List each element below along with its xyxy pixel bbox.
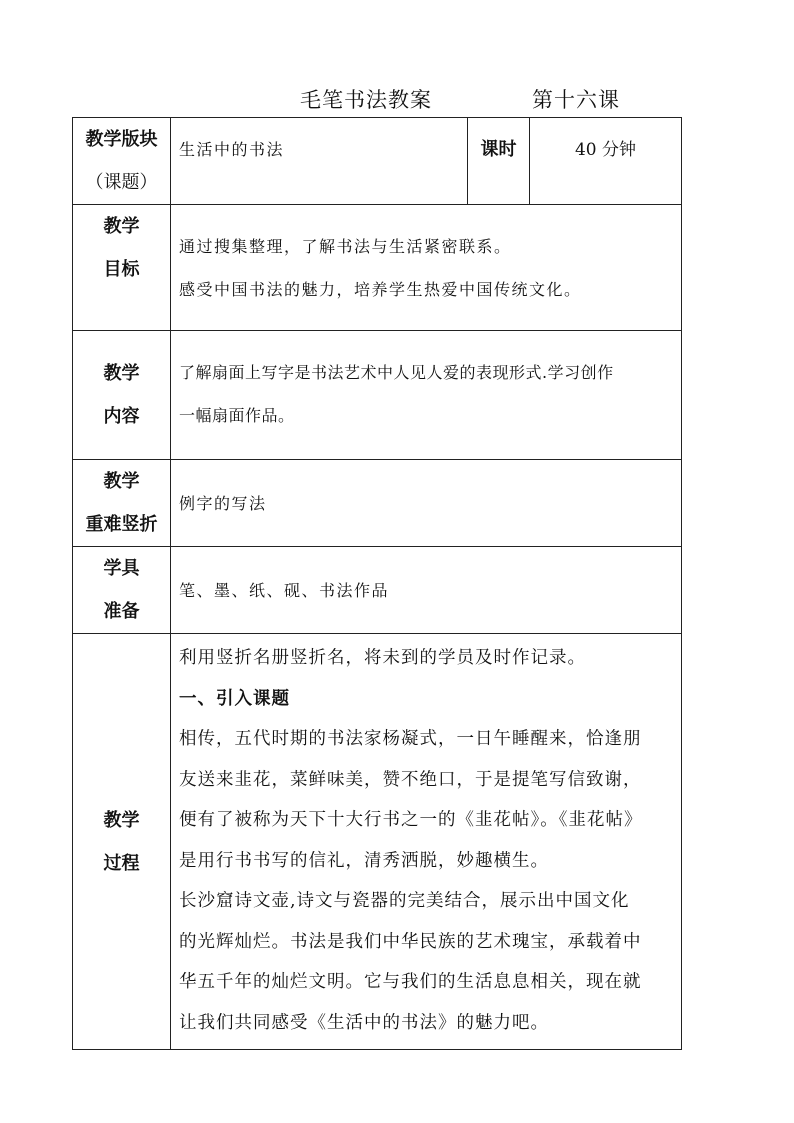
document-title: 毛笔书法教案 — [300, 88, 432, 112]
duration-label: 课时 — [468, 118, 530, 205]
goal-line: 感受中国书法的魅力，培养学生热爱中国传统文化。 — [179, 280, 582, 299]
row-teaching-process — [73, 634, 682, 1050]
topic-text: 生活中的书法 — [179, 140, 285, 159]
process-line: 让我们共同感受《生活中的书法》的魅力吧。 — [179, 1012, 549, 1033]
label-teaching-goal — [73, 205, 171, 331]
label-materials — [73, 547, 171, 634]
page-title — [0, 84, 794, 114]
label-line: 教学 — [103, 809, 140, 831]
label-line: 教学版块 — [85, 129, 158, 150]
label-line: 教学 — [103, 216, 140, 237]
process-line: 是用行书书写的信礼，清秀洒脱，妙趣横生。 — [179, 850, 549, 871]
label-line: 内容 — [103, 406, 140, 427]
label-teaching-difficulty — [73, 460, 171, 547]
teaching-content-text — [171, 331, 682, 460]
row-teaching-difficulty — [73, 460, 682, 547]
process-line: 友送来韭花，菜鲜味美，赞不绝口，于是提笔写信致谢， — [179, 769, 642, 790]
label-line: 过程 — [103, 852, 140, 874]
teaching-goal-text — [171, 205, 682, 331]
label-line: 教学 — [103, 471, 140, 492]
row-teaching-content — [73, 331, 682, 460]
lesson-number: 第十六课 — [532, 88, 620, 112]
attendance-line: 利用竖折名册竖折名，将未到的学员及时作记录。 — [179, 648, 586, 668]
goal-line: 通过搜集整理，了解书法与生活紧密联系。 — [179, 237, 512, 256]
process-line: 便有了被称为天下十大行书之一的《韭花帖》。《韭花帖》 — [179, 810, 643, 830]
teaching-process-text — [171, 634, 682, 1050]
materials-text: 笔、墨、纸、砚、书法作品 — [171, 547, 682, 634]
row-teaching-block — [73, 118, 682, 205]
process-line: 华五千年的灿烂文明。它与我们的生活息息相关，现在就 — [179, 972, 642, 992]
process-line: 的光辉灿烂。书法是我们中华民族的艺术瑰宝，承载着中 — [179, 931, 642, 952]
teaching-difficulty-text: 例字的写法 — [171, 460, 682, 547]
label-line: 教学 — [103, 363, 140, 384]
label-line: 目标 — [103, 259, 140, 280]
label-teaching-content — [73, 331, 171, 460]
row-teaching-goal — [73, 205, 682, 331]
label-line: 准备 — [103, 601, 140, 622]
content-line: 了解扇面上写字是书法艺术中人见人爱的表现形式.学习创作 — [179, 363, 614, 382]
process-line: 长沙窟诗文壶,诗文与瓷器的完美结合，展示出中国文化 — [179, 891, 630, 911]
label-line: 学具 — [103, 558, 140, 579]
label-line: （课题） — [85, 172, 158, 193]
content-line: 一幅扇面作品。 — [179, 406, 295, 425]
process-line: 相传，五代时期的书法家杨凝式，一日午睡醒来，恰逢朋 — [179, 729, 642, 749]
duration-value: 40 分钟 — [530, 118, 682, 205]
label-line: 重难竖折 — [85, 514, 158, 535]
section-heading: 一、引入课题 — [179, 688, 290, 709]
label-teaching-process — [73, 634, 171, 1050]
lesson-topic — [171, 118, 468, 205]
lesson-plan-table — [72, 117, 682, 1050]
label-teaching-block — [73, 118, 171, 205]
row-materials — [73, 547, 682, 634]
